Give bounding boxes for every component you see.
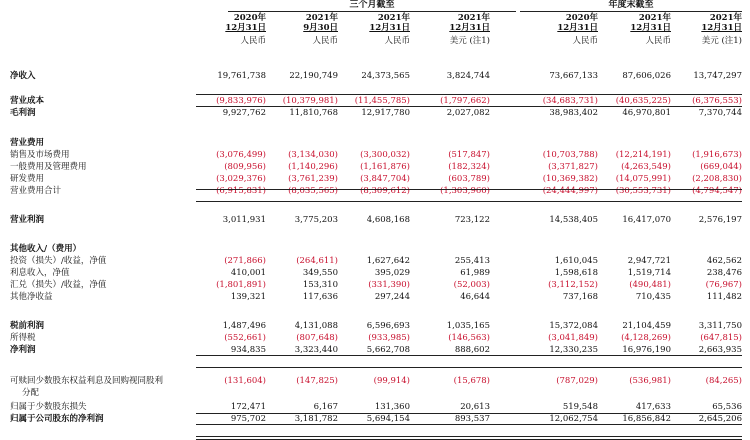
- table-cell: (11,455,785): [354, 96, 410, 106]
- table-cell: (147,825): [296, 376, 338, 386]
- column-year: 2021年: [377, 13, 410, 23]
- table-cell: (933,985): [368, 333, 410, 343]
- table-cell: (2,208,830): [692, 174, 742, 184]
- table-cell: (3,847,704): [360, 174, 410, 184]
- table-cell: (787,029): [556, 376, 598, 386]
- row-label: 利息收入，净值: [10, 268, 70, 278]
- table-cell: 12,330,235: [549, 345, 598, 355]
- table-cell: 65,536: [712, 402, 742, 412]
- table-row: [0, 243, 750, 255]
- column-header: [420, 13, 490, 46]
- column-header: [672, 13, 742, 46]
- table-cell: 462,562: [706, 256, 742, 266]
- table-row: [0, 161, 750, 173]
- table-cell: (76,967): [705, 280, 742, 290]
- table-cell: 22,190,749: [289, 71, 338, 81]
- row-label: 归属于公司股东的净利润: [10, 414, 104, 424]
- table-row: [0, 149, 750, 161]
- table-cell: (84,265): [705, 376, 742, 386]
- rule-line: [196, 106, 742, 107]
- table-cell: 139,321: [230, 292, 266, 302]
- table-cell: 16,856,842: [622, 414, 671, 424]
- column-date: 12月31日: [449, 23, 490, 33]
- table-cell: (1,303,960): [440, 186, 490, 196]
- table-cell: (6,915,831): [216, 186, 266, 196]
- table-row: [0, 291, 750, 303]
- column-date: 12月31日: [557, 23, 598, 33]
- table-cell: 1,035,165: [446, 321, 490, 331]
- table-cell: (52,003): [453, 280, 490, 290]
- table-cell: (264,611): [296, 256, 338, 266]
- table-cell: 172,471: [230, 402, 266, 412]
- table-cell: (146,563): [448, 333, 490, 343]
- table-cell: (552,661): [224, 333, 266, 343]
- table-cell: 975,702: [230, 414, 266, 424]
- table-cell: (8,035,565): [288, 186, 338, 196]
- table-row: [0, 107, 750, 119]
- row-label: 投资（损失）/收益，净值: [10, 256, 107, 266]
- rule-line: [196, 413, 742, 414]
- table-cell: (3,371,827): [548, 162, 598, 172]
- column-header: [268, 13, 338, 46]
- table-cell: 934,835: [230, 345, 266, 355]
- table-cell: (24,444,997): [542, 186, 598, 196]
- table-cell: (99,914): [373, 376, 410, 386]
- row-label: 营业成本: [10, 96, 45, 106]
- table-cell: 61,989: [460, 268, 490, 278]
- table-row: [0, 401, 750, 413]
- table-cell: (1,801,891): [216, 280, 266, 290]
- table-cell: 16,976,190: [622, 345, 671, 355]
- column-currency: 人民币: [312, 36, 338, 46]
- table-row: [0, 173, 750, 185]
- table-cell: 15,372,084: [549, 321, 598, 331]
- table-cell: (10,703,788): [542, 150, 598, 160]
- table-cell: (1,916,673): [692, 150, 742, 160]
- table-cell: (40,635,225): [615, 96, 671, 106]
- table-cell: 2,947,721: [627, 256, 671, 266]
- row-label: 营业费用: [10, 138, 45, 148]
- column-currency: 人民币: [645, 36, 671, 46]
- table-cell: 2,645,206: [698, 414, 742, 424]
- table-cell: 4,608,168: [366, 215, 410, 225]
- table-row: [0, 332, 750, 344]
- column-header: [601, 13, 671, 46]
- table-row: [0, 320, 750, 332]
- rule-line: [196, 189, 742, 190]
- column-date: 12月31日: [701, 23, 742, 33]
- table-cell: (3,029,376): [216, 174, 266, 184]
- table-row: [0, 279, 750, 291]
- table-cell: (4,128,269): [621, 333, 671, 343]
- table-cell: (3,076,499): [216, 150, 266, 160]
- row-label: 营业利润: [10, 215, 45, 225]
- row-label: 研发费用: [10, 174, 45, 184]
- table-cell: 6,596,693: [366, 321, 410, 331]
- table-cell: (3,300,032): [360, 150, 410, 160]
- table-cell: 11,810,768: [289, 108, 338, 118]
- table-cell: (182,324): [448, 162, 490, 172]
- row-label-continuation: 分配: [22, 388, 40, 398]
- table-cell: 21,104,459: [622, 321, 671, 331]
- table-cell: (647,815): [700, 333, 742, 343]
- row-label: 其他收入/（费用）: [10, 244, 82, 254]
- column-date: 12月31日: [225, 23, 266, 33]
- table-cell: 1,487,496: [222, 321, 266, 331]
- table-cell: 7,370,744: [698, 108, 742, 118]
- table-cell: (3,761,239): [288, 174, 338, 184]
- row-label: 净收入: [10, 71, 36, 81]
- table-cell: 1,598,618: [554, 268, 598, 278]
- table-cell: 238,476: [706, 268, 742, 278]
- rule-line: [196, 201, 742, 202]
- table-cell: (34,683,731): [542, 96, 598, 106]
- table-cell: 3,824,744: [446, 71, 490, 81]
- table-cell: 4,131,088: [294, 321, 338, 331]
- table-cell: 73,667,133: [549, 71, 598, 81]
- column-header: [528, 13, 598, 46]
- table-cell: (9,833,976): [216, 96, 266, 106]
- table-cell: (10,369,382): [542, 174, 598, 184]
- rule-line: [196, 94, 742, 95]
- table-cell: (4,794,547): [692, 186, 742, 196]
- table-cell: 153,310: [302, 280, 338, 290]
- column-currency: 人民币: [240, 36, 266, 46]
- table-cell: 519,548: [562, 402, 598, 412]
- table-cell: 87,606,026: [622, 71, 671, 81]
- table-cell: 1,627,642: [366, 256, 410, 266]
- row-label: 净利润: [10, 345, 36, 355]
- table-cell: (271,866): [224, 256, 266, 266]
- table-row: [0, 375, 750, 398]
- table-cell: 5,694,154: [366, 414, 410, 424]
- table-cell: (131,604): [224, 376, 266, 386]
- table-cell: 3,181,782: [294, 414, 338, 424]
- table-cell: 46,970,801: [622, 108, 671, 118]
- table-cell: 710,435: [635, 292, 671, 302]
- column-currency: 人民币: [572, 36, 598, 46]
- table-cell: 395,029: [374, 268, 410, 278]
- rule-line: [196, 355, 742, 356]
- table-cell: 20,613: [460, 402, 490, 412]
- table-cell: 2,576,197: [698, 215, 742, 225]
- row-label: 汇兑（损失）/收益，净值: [10, 280, 107, 290]
- column-currency: 人民币: [384, 36, 410, 46]
- column-header: [196, 13, 266, 46]
- row-label: 其他净收益: [10, 292, 53, 302]
- table-cell: (331,390): [368, 280, 410, 290]
- row-label: 所得税: [10, 333, 36, 343]
- table-cell: (8,309,612): [360, 186, 410, 196]
- table-row: [0, 185, 750, 197]
- table-cell: (809,956): [224, 162, 266, 172]
- table-row: [0, 70, 750, 82]
- table-cell: 3,323,440: [294, 345, 338, 355]
- table-cell: 24,373,565: [361, 71, 410, 81]
- table-cell: 5,662,708: [366, 345, 410, 355]
- column-year: 2020年: [233, 13, 266, 23]
- table-cell: 16,417,070: [622, 215, 671, 225]
- row-label: 归属于少数股东损失: [10, 402, 87, 412]
- table-cell: 3,775,203: [294, 215, 338, 225]
- table-cell: (14,075,991): [615, 174, 671, 184]
- table-cell: (3,134,030): [288, 150, 338, 160]
- table-cell: 3,011,931: [222, 215, 266, 225]
- table-cell: (15,678): [453, 376, 490, 386]
- table-row: [0, 267, 750, 279]
- column-date: 12月31日: [369, 23, 410, 33]
- double-rule-line: [196, 436, 742, 440]
- table-cell: 117,636: [302, 292, 338, 302]
- table-cell: 14,538,405: [549, 215, 598, 225]
- table-cell: 38,983,402: [549, 108, 598, 118]
- column-currency: 美元 (注1): [449, 36, 490, 46]
- row-label: 毛利润: [10, 108, 36, 118]
- table-cell: 13,747,297: [693, 71, 742, 81]
- table-cell: (6,376,553): [692, 96, 742, 106]
- table-cell: 19,761,738: [217, 71, 266, 81]
- table-cell: (10,379,981): [282, 96, 338, 106]
- table-cell: (3,112,152): [548, 280, 598, 290]
- table-cell: (669,044): [700, 162, 742, 172]
- table-cell: 723,122: [454, 215, 490, 225]
- column-date: 9月30日: [303, 23, 338, 33]
- row-label: 一般费用及管理费用: [10, 162, 87, 172]
- table-cell: (536,981): [629, 376, 671, 386]
- table-cell: (1,797,662): [440, 96, 490, 106]
- table-cell: 2,027,082: [446, 108, 490, 118]
- table-cell: 131,360: [374, 402, 410, 412]
- table-cell: (12,214,191): [615, 150, 671, 160]
- group-header-year-end: 年度末截至: [520, 0, 742, 12]
- column-year: 2021年: [709, 13, 742, 23]
- table-cell: 9,927,762: [222, 108, 266, 118]
- row-label: 营业费用合计: [10, 186, 62, 196]
- table-cell: (1,161,876): [360, 162, 410, 172]
- row-label: 销售及市场费用: [10, 150, 70, 160]
- table-cell: 410,001: [230, 268, 266, 278]
- row-label: 税前利润: [10, 321, 45, 331]
- table-cell: 737,168: [562, 292, 598, 302]
- table-cell: 12,062,754: [549, 414, 598, 424]
- table-cell: 255,413: [454, 256, 490, 266]
- rule-line: [196, 424, 742, 425]
- table-cell: 111,482: [706, 292, 742, 302]
- table-cell: 297,244: [374, 292, 410, 302]
- table-row: [0, 214, 750, 226]
- column-date: 12月31日: [630, 23, 671, 33]
- table-cell: 6,167: [313, 402, 338, 412]
- table-cell: (1,140,296): [288, 162, 338, 172]
- table-cell: 349,550: [302, 268, 338, 278]
- table-cell: (4,263,549): [621, 162, 671, 172]
- row-label: 可赎回少数股东权益利息及回购视同股利: [10, 376, 164, 386]
- table-cell: (603,789): [448, 174, 490, 184]
- column-year: 2021年: [305, 13, 338, 23]
- table-cell: 1,519,714: [627, 268, 671, 278]
- column-year: 2021年: [638, 13, 671, 23]
- table-cell: 1,610,045: [554, 256, 598, 266]
- table-cell: (30,553,731): [615, 186, 671, 196]
- table-cell: (3,041,849): [548, 333, 598, 343]
- table-cell: 893,537: [454, 414, 490, 424]
- table-cell: (517,847): [448, 150, 490, 160]
- column-year: 2020年: [565, 13, 598, 23]
- table-cell: 888,602: [454, 345, 490, 355]
- column-year: 2021年: [457, 13, 490, 23]
- table-cell: 12,917,780: [361, 108, 410, 118]
- rule-line: [196, 367, 742, 368]
- table-cell: 3,311,750: [698, 321, 742, 331]
- table-row: [0, 255, 750, 267]
- column-currency: 美元 (注1): [701, 36, 742, 46]
- table-row: [0, 137, 750, 149]
- table-cell: 2,663,935: [698, 345, 742, 355]
- group-header-three-months: 三个月截至: [228, 0, 516, 12]
- table-cell: (807,648): [296, 333, 338, 343]
- table-cell: 46,644: [460, 292, 490, 302]
- column-header: [340, 13, 410, 46]
- table-cell: (490,481): [629, 280, 671, 290]
- table-cell: 417,633: [635, 402, 671, 412]
